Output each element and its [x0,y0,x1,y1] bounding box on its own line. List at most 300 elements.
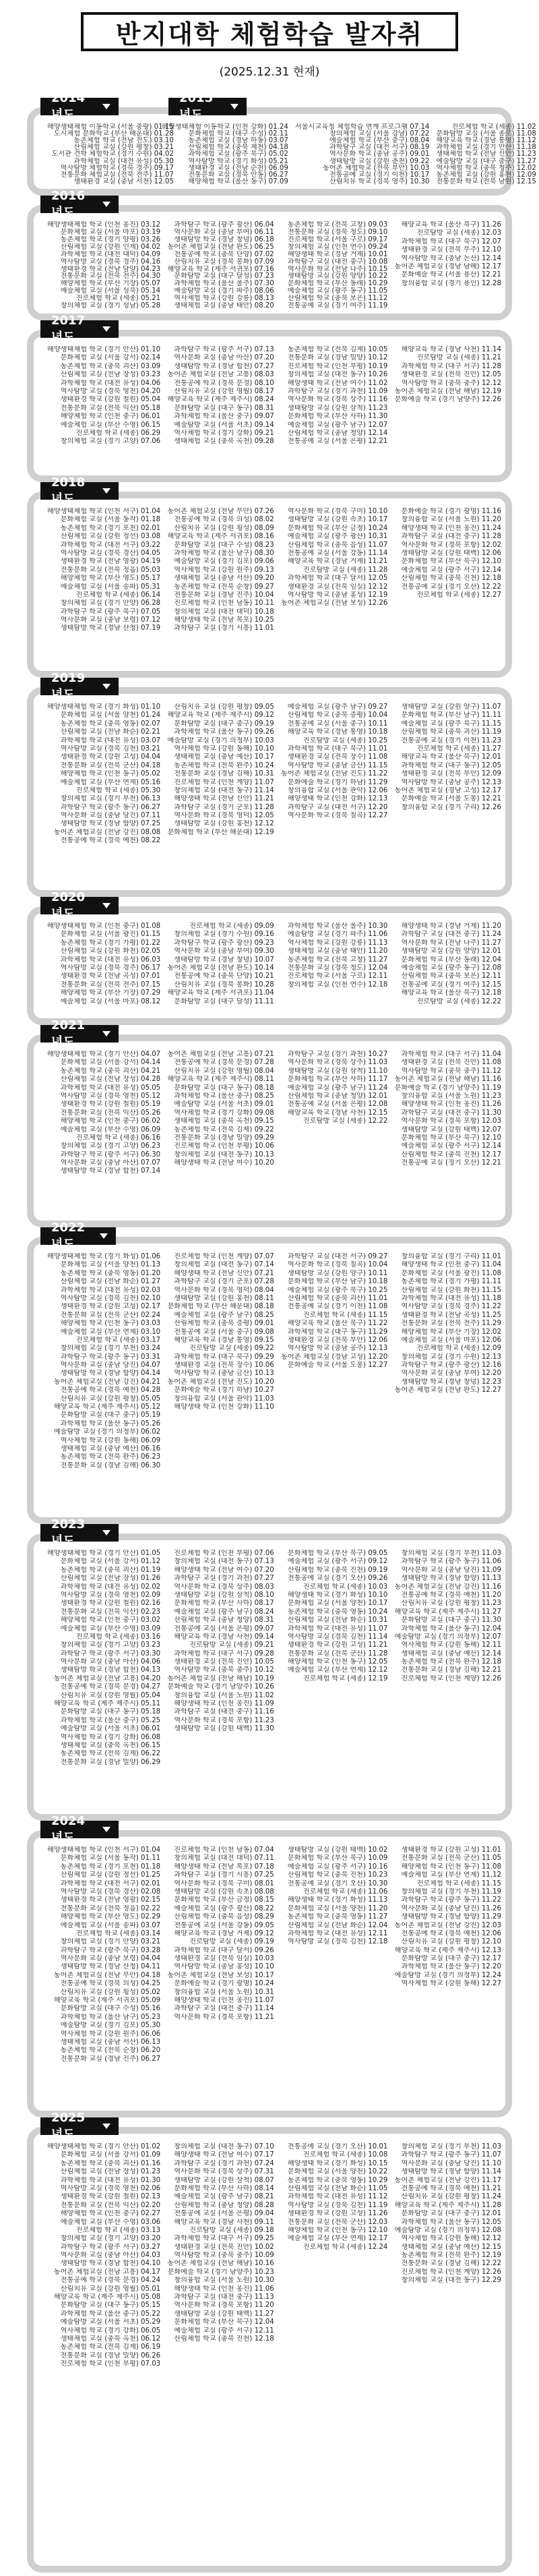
activity-column [167,1846,274,2107]
activity-entry: 전통공예 교실 (서울 강동) 11.14 [287,549,388,557]
activity-entry: 전통문화 교실 (전북 정읍) 05.03 [60,566,161,574]
activity-entry: 예술탐방 교실 (경기 의정부) 12.07 [394,1633,501,1641]
activity-entry: 문화체험 학교 (부산 금정) 10.24 [287,524,388,532]
activity-entry: 농촌체험 학교 (전북 고창) 11.27 [287,956,388,964]
activity-entry: 진로체험 학교 (인천 남동) 10.11 [174,599,274,608]
activity-entry: 농어촌 체험교실 (전남 고흥) 07.21 [167,1051,274,1058]
activity-entry: 문화체험 학교 (부산 북구) 12.10 [401,1134,501,1142]
year-label: 2015 년도 [179,90,214,122]
year-tag[interactable] [40,475,119,506]
activity-entry: 문화탐방 교실 (대구 수성) 05.16 [60,2005,161,2013]
activity-entry: 생태체험 교실 (충북 옥천) 06.15 [60,1741,161,1749]
activity-entry: 과학체험 학교 (대전 서구) 03.22 [60,541,161,549]
activity-entry: 역사탐방 교실 (경북 김천) 12.18 [287,1938,388,1946]
activity-column [394,1051,501,1217]
activity-entry: 농어촌 체험학교 (전북 부안) 10.03 [323,164,430,171]
activity-entry: 예술체험 학교 (부산 중구) 08.04 [329,137,430,144]
activity-entry: 생태탐방 교실 (강원 춘천) 09.22 [329,157,430,165]
activity-entry: 창의체험 교실 (대전 동구) 07.14 [174,1261,274,1269]
activity-entry: 문화예술 학교 (경기 광명) 10.24 [174,1980,274,1988]
activity-entry: 전통문화 교실 (전북 전주) 04.30 [60,272,161,281]
activity-entry: 해양생태 학교 (전남 신안) 07.21 [174,1269,274,1277]
activity-entry: 역사체험 학교 (강원 동해) 12.27 [401,1980,501,1988]
activity-entry: 진로탐방 교실 (세종) 09.22 [189,1345,274,1353]
year-tag[interactable] [40,889,119,921]
activity-entry: 역사체험 학교 (강원 동해) 12.12 [401,2235,501,2243]
activity-entry: 창의체험 교실 (대전 동구) 07.13 [174,1558,274,1566]
activity-entry: 역사문화 학교 (전남 나주) 10.15 [287,265,388,273]
activity-entry: 농촌체험 학교 (전북 김제) 10.05 [287,346,388,353]
activity-entry: 생태환경 학교 (강원 고성) 11.21 [287,1641,388,1649]
activity-entry: 역사문화 교실 (충남 당진) 11.09 [401,1566,501,1574]
activity-entry: 역사문화 교실 (충남 당진) 04.07 [60,1362,161,1370]
activity-entry: 예술체험 교실 (부산 수영) 06.09 [60,1125,161,1134]
activity-column [167,346,274,471]
activity-entry: 농촌체험 교실 (경남 하동) 03.07 [188,137,288,144]
activity-entry: 농어촌 체험교실 (전남 강진) 08.08 [53,828,161,836]
activity-entry: 전통문화 학교 (전북 남원) 12.15 [436,177,536,185]
activity-entry: 예술체험 교실 (광주 남구) 08.25 [174,1311,274,1319]
activity-entry: 전통공예 학교 (경북 의성) 08.02 [174,516,274,524]
activity-entry: 과학체험 학교 (대전 유성) 01.30 [60,2176,161,2184]
activity-entry: 전통공예 학교 (충북 단양) 10.21 [174,972,274,980]
activity-entry: 역사탐방 학교 (충남 금산) 10.13 [174,1370,274,1378]
activity-column [394,508,501,667]
activity-entry: 진로체험 학교 (세종) 06.14 [75,591,161,599]
activity-entry: 해양생태체험 학교 (인천 중구) 01.08 [47,923,161,930]
activity-entry: 생태환경 교실 (전북 부안) 12.09 [401,770,501,778]
activity-entry: 전통문화 교실 (경남 진주) 10.04 [174,591,274,599]
activity-entry: 산림체험 학교 (충북 괴산) 11.01 [287,1294,388,1302]
activity-entry: 문화체험 교실 (서울 강서) 02.14 [60,354,161,362]
year-section [27,1018,512,1227]
activity-entry: 역사탐방 교실 (경북 경주) 04.16 [60,258,161,266]
activity-entry: 전통문화 교실 (경남 밀양) 06.26 [60,2351,161,2360]
activity-entry: 생태탐방 교실 (강원 양양) 12.01 [401,947,501,956]
activity-entry: 창의체험 교실 (경기 고양) 07.06 [60,438,161,446]
activity-column [394,923,501,1014]
activity-entry: 해양체험 학교 (인천 동구) 12.10 [287,2226,388,2234]
activity-entry: 산림체험 교실 (전남 장성) 01.23 [60,2168,161,2176]
activity-entry: 해양교육 학교 (제주 서귀포) 11.04 [167,989,274,997]
activity-entry: 진로체험 학교 (세종) 05.30 [75,786,161,794]
activity-entry: 농촌체험 학교 (전북 김제) 09.22 [174,1125,274,1134]
activity-entry: 전통문화 교실 (경남 김해) 12.22 [401,2260,501,2268]
activity-entry: 창의체험 교실 (대전 동구) 12.29 [401,2277,501,2285]
activity-entry: 과학탐구 교실 (대전 중구) 11.13 [174,2293,274,2302]
activity-entry: 농촌체험 학교 (충북 영동) 10.29 [287,2176,388,2184]
activity-entry: 산림치유 교실 (경북 봉화) 07.09 [174,258,274,266]
activity-entry: 과학탐구 교실 (경기 과천) 07.27 [174,1575,274,1583]
activity-entry: 과학체험 학교 (대구 서구) 11.04 [401,1051,501,1058]
activity-entry: 생태탐방 교실 (강원 홍천) 08.11 [174,1294,274,1302]
activity-entry: 과학탐구 교실 (대전 중구) 11.30 [401,1109,501,1117]
activity-entry: 생태탐방 교실 (강원 태백) 12.06 [401,549,501,557]
activity-entry: 진로탐방 교실 (세종) 09.21 [189,1641,274,1649]
activity-entry: 생태체험 교실 (충남 태안) 11.20 [287,947,388,956]
activity-entry: 생태환경 학교 (강원 철원) 02.16 [60,1600,161,1608]
activity-entry: 문화탐방 교실 (대구 중구) 11.30 [401,1616,501,1624]
year-tag[interactable] [40,1813,119,1845]
activity-entry: 생태탐방 학교 (경남 함양) 07.25 [60,820,161,828]
activity-entry: 문화예술 학교 (경기 하남) 10.27 [174,1386,274,1395]
activity-entry: 역사탐방 체험학교 (경북 경주) 09.17 [60,164,174,171]
activity-entry: 농어촌 체험교실 (경남 남해) 12.17 [394,262,501,270]
activity-entry: 예술체험 교실 (광주 남구) 08.24 [174,1608,274,1616]
activity-entry: 역사문화 학교 (경북 포항) 12.02 [401,541,501,549]
activity-entry: 농촌체험 학교 (전북 김제) 06.19 [60,2343,161,2351]
activity-entry: 역사탐방 교실 (경북 경주) 11.22 [401,1303,501,1311]
activity-entry: 창의체험 교실 (경기 부천) 06.13 [60,795,161,803]
activity-entry: 생태환경 교실 (전북 장수) 11.08 [287,753,388,761]
activity-entry: 생태탐방 학교 (경남 함양) 11.29 [401,1913,501,1921]
activity-entry: 전통공예 교실 (서울 은평) 12.21 [287,438,388,446]
activity-entry: 진로체험 학교 (인천 계양) 07.07 [174,1253,274,1260]
activity-entry: 예술체험 교실 (부산 연제) 11.12 [401,1871,501,1879]
activity-entry: 과학체험 학교 (대전 유성) 11.18 [401,1294,501,1302]
activity-entry: 농촌체험 학교 (전남 진도) 03.10 [73,137,174,144]
activity-entry: 역사탐방 교실 (경북 경산) 02.08 [60,1887,161,1896]
activity-entry: 진로체험 학교 (인천 계양) 12.26 [401,1674,501,1682]
activity-column [281,1253,388,1513]
activity-entry: 농어촌 체험교실 (경남 고성) 12.17 [394,786,501,794]
caret-down-icon [102,488,110,494]
caret-down-icon [102,2124,110,2129]
activity-entry: 해양생태 학교 (전남 여수) 11.02 [287,379,388,387]
activity-entry: 해양교육 학교 (울산 북구) 11.22 [287,1320,388,1328]
activity-entry: 해양체험 학교 (인천 중구) 03.02 [60,1616,161,1624]
caret-down-icon [102,326,110,332]
activity-entry: 진로체험 학교 (세종) 06.29 [75,429,161,437]
activity-entry: 전통문화 교실 (경북 안동) 06.27 [188,171,288,178]
activity-entry: 해양교육 학교 (경남 거제) 09.12 [174,1929,274,1937]
activity-entry: 예술체험 교실 (부산 수영) 06.15 [60,421,161,429]
year-tag[interactable] [40,1220,116,1252]
activity-entry: 생태탐방 교실 (강원 양양) 10.22 [287,272,388,281]
activity-entry: 과학체험 학교 (대구 서구) 09.28 [174,1649,274,1658]
activity-entry: 생태탐방 교실 (강원 양구) 11.07 [401,703,501,711]
activity-entry: 진로체험 학교 (세종) 11.06 [303,1887,388,1896]
activity-entry: 창의융합 교실 (서울 관악) 11.03 [174,1395,274,1403]
activity-entry: 해양생태 학교 (인천 옹진) 11.26 [401,1101,501,1109]
activity-entry: 창의체험 교실 (대전 동구) 10.26 [287,371,388,379]
activity-entry: 농어촌 체험교실 (전남 해남) 11.16 [394,1076,501,1084]
activity-entry: 역사탐방 학교 (충남 공주) 12.13 [401,778,501,786]
activity-entry: 과학체험 학교 (울산 동구) 09.26 [174,728,274,736]
activity-entry: 창의융합 교실 (서울 노원) 10.30 [174,2277,274,2285]
activity-entry: 과학탐구 교실 (경기 시흥) 07.25 [174,1871,274,1879]
activity-entry: 예술체험 교실 (광주 남구) 09.27 [287,703,388,711]
activity-entry: 산림체험 학교 (충북 제천) 04.18 [188,144,288,151]
activity-entry: 산림체험 학교 (충남 청양) 12.14 [287,429,388,437]
activity-entry: 해양교육 학교 (경남 거제) 11.21 [287,558,388,566]
activity-entry: 생태환경 학교 (강원 고성) 02.17 [60,1303,161,1311]
activity-entry: 생태체험 교실 (충북 옥천) 06.12 [60,2335,161,2343]
activity-entry: 과학체험 학교 (대구 달서) 09.26 [174,1946,274,1954]
activity-column [167,1550,274,1810]
activity-entry: 역사탐방 교실 (경북 영천) 04.20 [60,387,161,395]
activity-entry: 산림치유 학교 (경북 영주) 10.30 [329,177,430,185]
activity-column [281,1051,388,1217]
activity-entry: 진로체험 학교 (세종) 10.08 [303,2151,388,2159]
activity-entry: 산림체험 학교 (충남 청양) 12.01 [287,1092,388,1100]
activity-entry: 전통문화 교실 (경남 밀양) 10.12 [287,354,388,362]
activity-column [167,923,274,1014]
year-tag[interactable] [40,313,119,345]
activity-entry: 과학체험 학교 (대전 유성) 02.02 [60,1583,161,1591]
activity-entry: 예술체험 교실 (광주 남구) 11.24 [287,1084,388,1092]
activity-grid [47,1253,501,1513]
activity-entry: 해양교육 학교 (경남 통영) 11.12 [436,137,536,144]
activity-column [167,508,274,667]
caret-down-icon [102,1031,110,1036]
activity-entry: 과학체험 학교 (대구 북구) 12.07 [401,237,501,245]
activity-entry: 문화체험 교실 (서울 강서) 01.09 [60,2151,161,2159]
activity-entry: 문화탐방 교실 (서울 종로) 11.08 [436,130,536,138]
activity-entry: 과학체험 교실 (경기 안산) 11.18 [436,144,536,151]
activity-entry: 과학탐구 학교 (광주 광산) 06.04 [174,221,274,229]
activity-entry: 해양교육 학교 (경남 사천) 12.15 [287,1109,388,1117]
activity-entry: 창의체험 교실 (경기 고양) 03.23 [60,1641,161,1649]
activity-entry: 해양교육 학교 (울산 북구) 11.26 [401,221,501,229]
activity-entry: 전통문화 교실 (전북 정읍) 02.22 [60,1904,161,1912]
activity-entry: 예술탐방 교실 (서울 서초) 09.14 [174,421,274,429]
activity-entry: 역사문화 교실 (충남 아산) 07.07 [60,1159,161,1167]
activity-entry: 해양생태 학교 (경기 화성) 11.13 [287,1896,388,1904]
activity-entry: 문화예술 학교 (경기 남양주) 12.26 [394,396,501,404]
activity-entry: 문화체험 교실 (서울 양천) 01.13 [60,1261,161,1269]
activity-entry: 농촌체험 학교 (전북 순창) 09.27 [174,583,274,591]
activity-entry: 과학탐구 교실 (대전 중구) 10.08 [287,258,388,266]
caret-down-icon [102,1827,110,1832]
year-tag[interactable] [40,90,119,122]
activity-entry: 농촌체험 학교 (충북 영동) 02.07 [60,720,161,728]
activity-entry: 농촌체험 학교 (전북 순창) 06.20 [60,2047,161,2055]
year-tag[interactable] [168,90,247,122]
activity-entry: 생태환경 교실 (전북 무주) 12.10 [401,246,501,254]
activity-column [47,508,160,667]
activity-entry: 과학탐구 교실 (대전 서구) 12.20 [287,803,388,811]
activity-entry: 예술탐방 교실 (경기 의정부) 12.08 [394,2226,501,2234]
activity-column [167,1051,274,1217]
year-label: 2020 년도 [51,889,86,921]
activity-entry: 과학탐구 교실 (경기 군포) 07.28 [174,1278,274,1286]
activity-entry: 해양생태체험 학교 (경기 안산) 01.10 [47,346,161,353]
activity-entry: 농촌체험 학교 (경기 가평) 01.22 [60,939,161,947]
year-tag[interactable] [40,670,119,702]
year-label: 2014 년도 [51,90,86,122]
activity-entry: 과학체험 학교 (대구 달서) 12.05 [287,575,388,583]
activity-entry: 전통공예 교실 (경기 오산) 10.01 [287,2143,388,2150]
activity-entry: 산림체험 학교 (충북 진천) 12.18 [174,2335,274,2343]
activity-entry: 진로체험 학교 (세종) 06.16 [75,1134,161,1142]
activity-entry: 역사체험 학교 (강원 원주) 09.13 [174,566,274,574]
activity-entry: 진로체험 학교 (세종) 12.27 [416,591,501,599]
activity-entry: 전통문화 교실 (경북 청도) 09.10 [287,228,388,236]
activity-entry: 과학체험 학교 (대구 북구) 11.01 [287,744,388,753]
activity-column [47,923,160,1014]
year-tag[interactable] [40,188,119,220]
activity-entry: 해양생태 학교 (인천 강화) 12.13 [287,795,388,803]
activity-entry: 창의체험 교실 (인천 연수) 09.24 [287,243,388,251]
activity-entry: 문화탐방 교실 (대구 동구) 08.31 [174,404,274,412]
activity-entry: 산림치유 교실 (경북 봉화) 10.28 [174,980,274,989]
activity-entry: 산림체험 교실 (전남 장성) 03.23 [60,371,161,379]
activity-entry: 과학체험 교실 (광주 북구) 05.02 [188,150,288,158]
activity-entry: 해양생태체험 학교 (인천 서구) 01.04 [47,1846,161,1854]
activity-entry: 전통문화 교실 (전북 군산) 04.18 [60,761,161,769]
activity-column [394,1550,501,1810]
activity-entry: 예술탐방 교실 (경기 의정부) 12.24 [394,1971,501,1979]
activity-entry: 산림치유 교실 (강원 영월) 05.04 [60,1691,161,1699]
activity-entry: 진로체험 학교 (인천 부평) 07.03 [60,2360,161,2368]
activity-entry: 역사탐방 학교 (충남 논산) 12.14 [401,254,501,262]
activity-entry: 문화체험 학교 (부산 해운대) 12.19 [167,828,274,836]
activity-column [436,123,536,185]
activity-entry: 산림체험 학교 (충북 보은) 12.11 [401,972,501,980]
activity-entry: 산림체험 교실 (전남 화순) 12.04 [287,1921,388,1929]
activity-entry: 과학탐구 교실 (대전 중구) 11.14 [174,2005,274,2013]
year-tag[interactable] [40,1018,119,1049]
activity-entry: 해양교육 학교 (경남 사천) 11.14 [401,346,501,353]
activity-entry: 생태환경 교실 (전북 임실) 10.03 [174,1955,274,1963]
activity-entry: 산림치유 교실 (강원 평창) 09.05 [174,703,274,711]
activity-entry: 농어촌 체험교실 (전남 보성) 10.17 [167,1971,274,1979]
activity-entry: 과학체험 학교 (대전 대덕) 04.09 [60,250,161,258]
activity-entry: 생태환경 교실 (전남 순천) 06.09 [188,164,288,171]
year-section [27,2110,512,2573]
activity-entry: 문화체험 교실 (서울 양천) 10.22 [287,2168,388,2176]
activity-entry: 과학탐구 학교 (광주 서구) 03.30 [60,1649,161,1658]
year-label: 2018 년도 [51,475,86,506]
activity-entry: 과학체험 학교 (울산 남구) 05.23 [60,2013,161,2021]
activity-entry: 문화탐방 교실 (대구 중구) 09.19 [174,720,274,728]
activity-entry: 문화예술 학교 (서울 용산) 12.21 [401,271,501,279]
year-section [27,670,512,897]
activity-entry: 진로탐방 교실 (세종) 09.18 [189,2226,274,2234]
activity-entry: 과학체험 학교 (대전 서구) 02.01 [60,1879,161,1887]
activity-entry: 해양생태체험 학교 (경기 안산) 01.05 [47,1550,161,1557]
activity-entry: 전통공예 학교 (충북 단양) 07.02 [174,250,274,258]
activity-entry: 산림체험 학교 (충북 음성) 08.29 [174,1913,274,1921]
activity-grid [47,508,501,667]
activity-entry: 농촌체험 학교 (충북 영동) 10.24 [287,1608,388,1616]
activity-entry: 역사문화 교실 (충남 당진) 11.26 [401,1904,501,1912]
activity-entry: 진로체험 학교 (세종) 12.09 [416,1345,501,1353]
activity-entry: 예술탐방 교실 (경기 의정부) 06.02 [53,1428,161,1436]
year-tag[interactable] [40,2110,119,2142]
activity-entry: 생태체험 교실 (충남 예산) 12.14 [401,1649,501,1658]
activity-entry: 해양체험 학교 (인천 동구) 12.05 [287,1658,388,1666]
activity-entry: 창의체험 교실 (경기 고양) 03.20 [60,2235,161,2243]
activity-entry: 역사문화 학교 (경북 상주) 07.31 [174,2168,274,2176]
year-section [27,475,512,678]
activity-entry: 해양생태 학교 (전남 목포) 07.18 [174,1863,274,1871]
activity-entry: 생태탐방 교실 (강원 태백) 11.27 [174,2310,274,2318]
activity-entry: 생태체험 교실 (충남 예산) 10.17 [174,753,274,761]
activity-entry: 해양생태 학교 (경기 화성) 10.15 [287,2159,388,2167]
activity-column [167,1253,274,1513]
activity-entry: 과학체험 학교 (울산 동구) 12.04 [401,1624,501,1633]
activity-entry: 생태환경 학교 (전남 곡성) 11.25 [401,1311,501,1319]
activity-entry: 과학체험 학교 (울산 동구) 12.05 [401,2218,501,2226]
activity-entry: 해양체험 학교 (부산 기장) 05.07 [60,280,161,288]
activity-entry: 산림체험 교실 (강원 정선) 01.25 [60,1871,161,1879]
activity-entry: 전통공예 학교 (경북 문경) 04.24 [60,2277,161,2285]
activity-entry: 생태탐방 교실 (강원 태백) 11.30 [174,1725,274,1733]
activity-entry: 전통문화 교실 (경남 김해) 06.30 [60,1461,161,1469]
year-tag[interactable] [40,1517,119,1548]
activity-entry: 도서관 견학 체험학교 (경기 수원) 04.02 [51,150,174,158]
activity-entry: 과학체험 학교 (울산 동구) 05.26 [60,1419,161,1428]
activity-entry: 과학체험 학교 (대전 유성) 12.11 [287,1929,388,1937]
activity-entry: 생태환경 학교 (강원 고성) 11.26 [287,2210,388,2218]
activity-entry: 생태탐방 학교 (경남 합천) 07.27 [174,362,274,370]
activity-entry: 문화체험 학교 (부산 해운대) 08.18 [167,1303,274,1311]
activity-entry: 역사문화 학교 (충남 공주) 09.01 [329,150,430,158]
activity-entry: 서울시교육청 체험학습 연계 프로그램 07.14 [294,123,430,131]
activity-entry: 창의융합 교실 (경기 구리) 11.01 [401,1253,501,1260]
activity-entry: 농어촌 체험교실 (전남 보성) 12.26 [281,599,388,608]
activity-entry: 산림치유 교실 (강원 영월) 08.04 [174,1067,274,1075]
activity-entry: 문화체험 학교 (부산 사하) 08.17 [174,1600,274,1608]
activity-entry: 창의체험 교실 (경기 수원) 12.13 [401,1353,501,1361]
activity-entry: 창의체험 교실 (대전 대덕) 07.11 [174,1854,274,1863]
activity-entry: 과학탐구 학교 (광주 서구) 03.27 [60,2243,161,2251]
activity-entry: 진로체험 학교 (인천 계양) 11.07 [174,778,274,786]
activity-entry: 문화체험 교실 (서울 동작) 01.11 [60,1854,161,1863]
activity-column [167,703,274,886]
activity-entry: 농어촌 체험교실 (전남 고흥) 04.20 [53,1674,161,1682]
activity-entry: 문화체험 학교 (부산 사하) 11.17 [287,1076,388,1084]
activity-entry: 예술체험 교실 (서울 성북) 05.14 [60,287,161,295]
activity-entry: 농촌체험 학교 (전북 완주) 12.19 [401,2252,501,2260]
activity-entry: 문화체험 교실 (서울 강서) 04.14 [60,1059,161,1067]
activity-entry: 생태탐방 교실 (강원 양구) 10.11 [287,1269,388,1277]
activity-entry: 예술체험 교실 (광주 동구) 11.05 [287,287,388,295]
activity-entry: 과학탐구 교실 (경기 과천) 10.27 [287,1051,388,1058]
activity-entry: 농어촌 체험교실 (전남 강진) 12.03 [394,1921,501,1929]
activity-entry: 역사문화 학교 (전남 나주) 11.27 [401,939,501,947]
caret-down-icon [102,104,110,109]
activity-entry: 생태환경 학교 (전남 담양) 04.23 [60,265,161,273]
activity-entry: 창의체험 교실 (대전 동구) 07.10 [174,2143,274,2150]
activity-entry: 창의체험 교실 (경기 부천) 11.19 [401,1887,501,1896]
year-label: 2024 년도 [51,1813,86,1845]
activity-entry: 역사체험 학교 (강원 동해) 12.11 [401,1641,501,1649]
activity-column [281,508,388,667]
activity-entry: 농어촌 체험교실 (전남 해남) 10.16 [167,2260,274,2268]
activity-entry: 산림체험 교실 (전남 장성) 04.28 [60,1076,161,1084]
activity-entry: 생태환경 교실 (전북 진안) 12.05 [401,371,501,379]
activity-entry: 전통문화 교실 (경남 밀양) 09.29 [174,1134,274,1142]
activity-entry: 농촌체험 학교 (충북 괴산) 03.09 [60,362,161,370]
activity-column [47,221,160,310]
activity-entry: 역사탐방 학교 (충남 공주) 12.13 [287,1345,388,1353]
activity-entry: 농어촌 체험교실 (전남 완도) 06.25 [167,243,274,251]
activity-entry: 해양체험 학교 (인천 중구) 06.01 [60,413,161,421]
activity-entry: 생태탐방 학교 (경남 함양) 11.13 [401,1575,501,1583]
activity-entry: 창의체험 교실 (대전 대덕) 10.18 [174,608,274,616]
activity-entry: 문화예술 학교 (경기 남양주) 11.19 [394,1084,501,1092]
activity-entry: 역사문화 학교 (경북 상주) 08.03 [174,1583,274,1591]
activity-entry: 생태탐방 교실 (강원 삼척) 08.07 [174,2176,274,2184]
activity-entry: 산림체험 학교 (충남 청양) 08.28 [174,2201,274,2209]
activity-entry: 역사탐방 교실 (경북 김천) 11.14 [287,1633,388,1641]
activity-entry: 과학탐구 학교 (광주 광산) 12.16 [401,1362,501,1370]
year-label: 2021 년도 [51,1018,86,1049]
activity-entry: 역사문화 교실 (충남 아산) 04.03 [60,2252,161,2260]
